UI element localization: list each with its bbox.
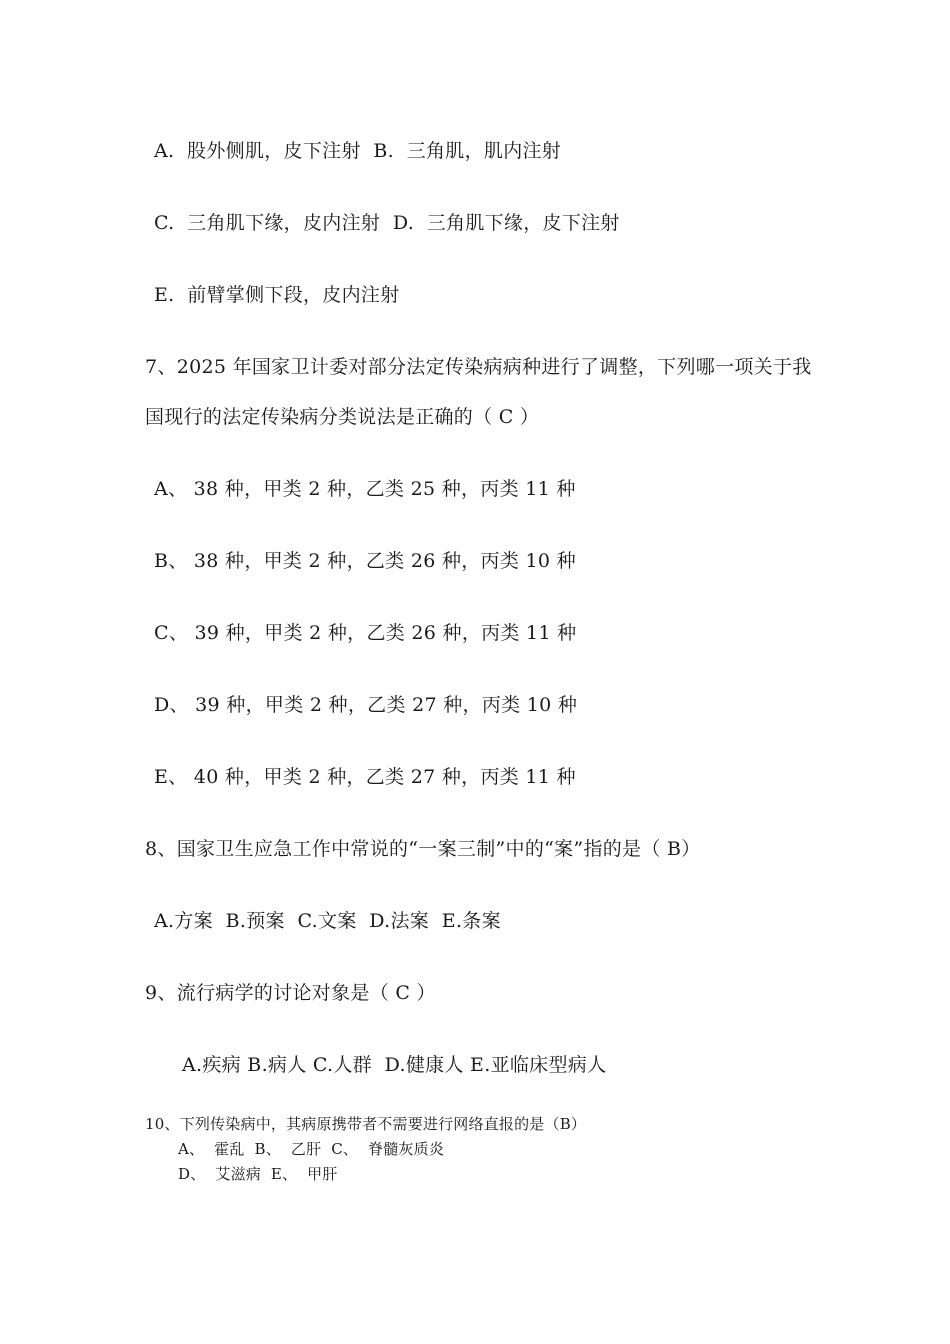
q9-stem: 9、流行病学的讨论对象是（ C ） <box>145 982 436 1004</box>
q7-stem-line-2: 国现行的法定传染病分类说法是正确的（ C ） <box>145 406 540 428</box>
q9-options: A.疾病 B.病人 C.人群 D.健康人 E.亚临床型病人 <box>182 1054 607 1076</box>
q7-option-a: A、 38 种，甲类 2 种，乙类 25 种，丙类 11 种 <box>154 478 576 500</box>
q10-options-line-2: D、 艾滋病 E、 甲肝 <box>178 1165 338 1183</box>
q7-option-b: B、 38 种，甲类 2 种，乙类 26 种，丙类 10 种 <box>154 550 576 572</box>
q7-stem-line-1: 7、2025 年国家卫计委对部分法定传染病病种进行了调整，下列哪一项关于我 <box>145 356 812 378</box>
q10-stem: 10、下列传染病中，其病原携带者不需要进行网络直报的是（B） <box>145 1115 587 1133</box>
q7-option-e: E、 40 种，甲类 2 种，乙类 27 种，丙类 11 种 <box>154 766 576 788</box>
q6-options-line-3: E. 前臂掌侧下段，皮内注射 <box>154 284 400 306</box>
q7-option-c: C、 39 种，甲类 2 种，乙类 26 种，丙类 11 种 <box>154 622 577 644</box>
q6-options-line-1: A. 股外侧肌，皮下注射 B. 三角肌，肌内注射 <box>154 140 562 162</box>
q8-options: A.方案 B.预案 C.文案 D.法案 E.条案 <box>154 910 501 932</box>
q8-stem: 8、国家卫生应急工作中常说的“一案三制”中的“案”指的是（ B） <box>145 838 701 860</box>
q6-options-line-2: C. 三角肌下缘，皮内注射 D. 三角肌下缘，皮下注射 <box>154 212 620 234</box>
q7-option-d: D、 39 种，甲类 2 种，乙类 27 种，丙类 10 种 <box>154 694 578 716</box>
q10-options-line-1: A、 霍乱 B、 乙肝 C、 脊髓灰质炎 <box>178 1140 445 1158</box>
